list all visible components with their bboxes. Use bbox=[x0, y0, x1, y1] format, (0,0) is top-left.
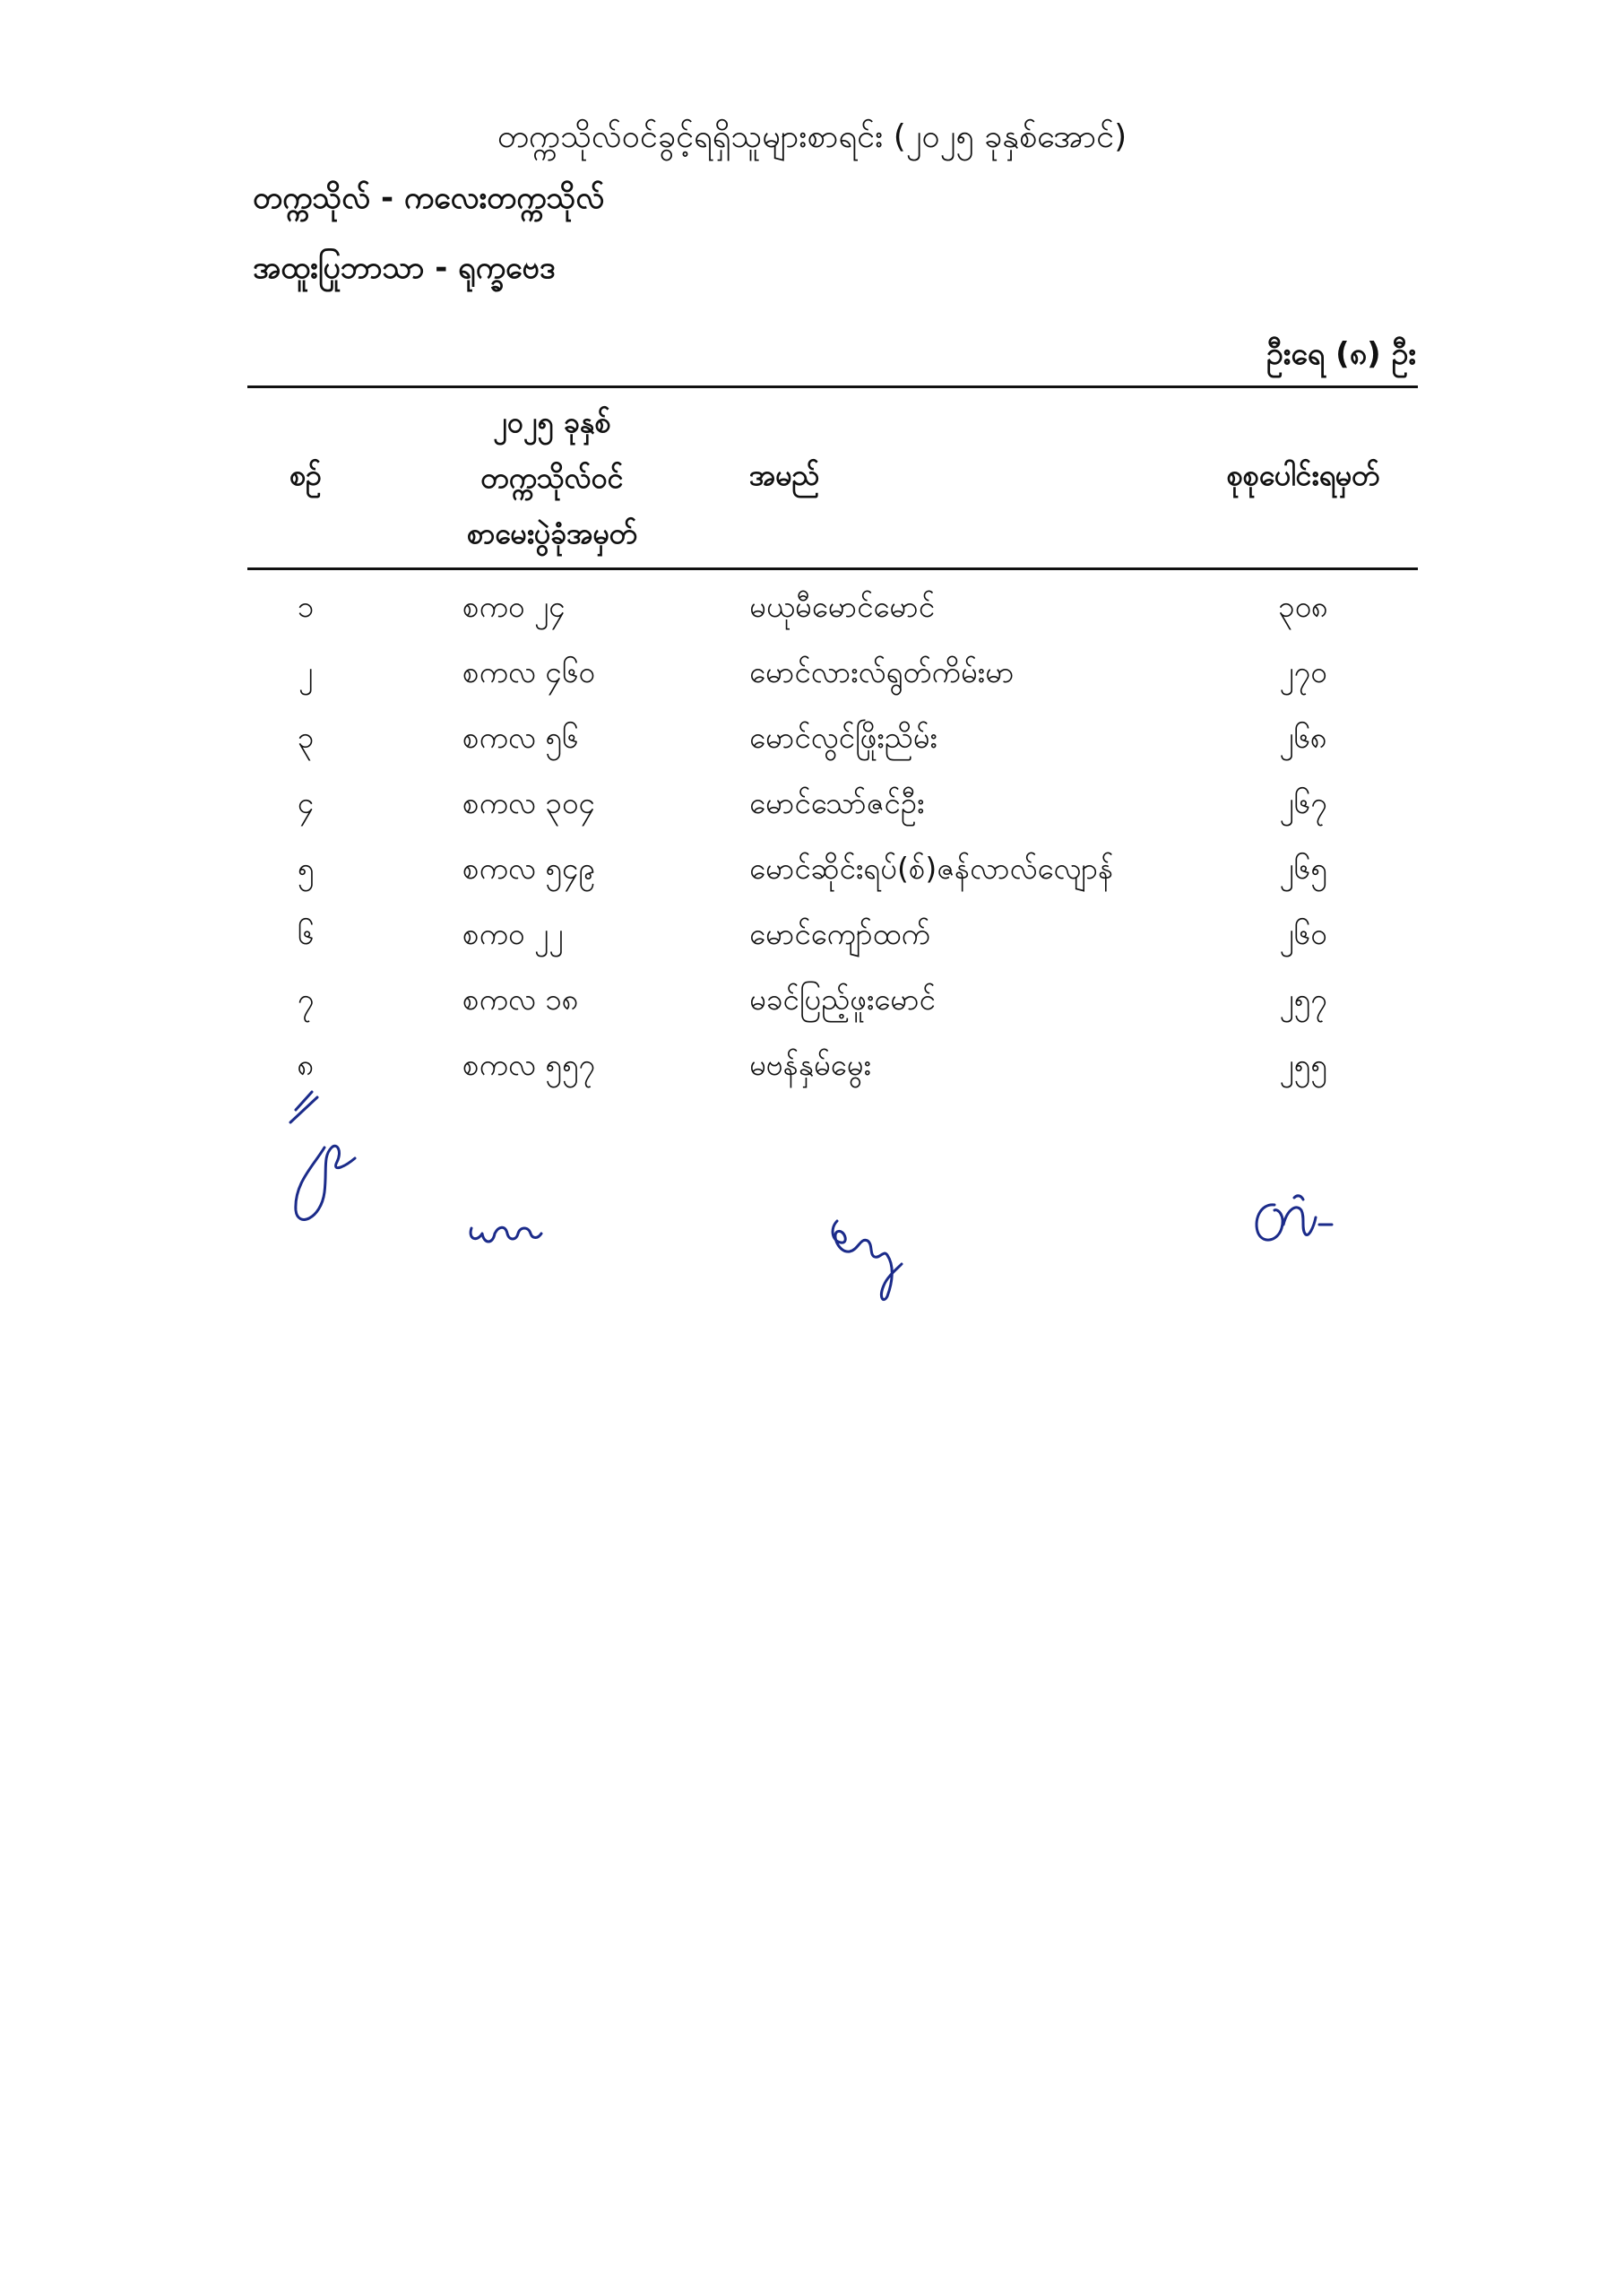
header-roll-line-3: စာမေးပွဲခုံအမှတ် bbox=[467, 516, 637, 550]
row-roll: စကလ ၃၀၄ bbox=[462, 785, 595, 820]
row-name: မခင်ပြည့်ဖူးမောင် bbox=[749, 982, 936, 1017]
page-title: တက္ကသိုလ်ဝင်ခွင့်ရရှိသူများစာရင်း (၂၀၂၅ ခုနှစ်အောင်) bbox=[497, 118, 1127, 155]
row-total: ၂၆၅ bbox=[1279, 851, 1327, 886]
row-name: မောင်ဆိုင်းရပ်(စ်)ဇန်လာလ်လျောန် bbox=[749, 851, 1114, 886]
row-no: ၈ bbox=[297, 1047, 315, 1082]
header-roll-line-2: တက္ကသိုလ်ဝင် bbox=[480, 461, 624, 495]
table-body bbox=[247, 577, 1418, 1101]
row-roll: စကလ ၅၆ bbox=[462, 720, 579, 755]
row-name: မောင်သော်ဇင်ဦး bbox=[749, 785, 925, 820]
row-roll: စကဝ ၂၂ bbox=[462, 916, 564, 951]
university-line: တက္ကသိုလ် - ကလေးတက္ကသိုလ် bbox=[253, 180, 605, 216]
row-total: ၂၆၀ bbox=[1279, 916, 1327, 951]
table-row bbox=[247, 905, 1418, 970]
row-total: ၂၆၈ bbox=[1279, 720, 1327, 755]
table-row bbox=[247, 708, 1418, 774]
row-name: မောင်လားလ်ရွတ်ကိမ်းမာ bbox=[749, 654, 1015, 689]
row-roll: စကလ ၅၄၉ bbox=[462, 851, 595, 886]
row-name: မဗန်နှမ်မွေး bbox=[749, 1047, 871, 1082]
table-row bbox=[247, 643, 1418, 708]
row-roll: စကလ ၅၅၇ bbox=[462, 1047, 595, 1082]
header-roll bbox=[418, 388, 687, 567]
table-row bbox=[247, 577, 1418, 643]
row-roll: စကလ ၄၆၀ bbox=[462, 654, 595, 689]
header-roll-line-1: ၂၀၂၅ ခုနှစ် bbox=[493, 405, 611, 439]
row-total: ၂၆၇ bbox=[1279, 785, 1327, 820]
table-header bbox=[247, 385, 1418, 570]
signature-4 bbox=[1251, 1189, 1350, 1251]
header-total: စုစုပေါင်းရမှတ် bbox=[1226, 458, 1380, 492]
row-no: ၂ bbox=[298, 654, 314, 689]
major-line: အထူးပြုဘာသာ - ရုက္ခဗေဒ bbox=[253, 250, 556, 286]
row-name: မယုမီမောင်မောင် bbox=[749, 589, 936, 624]
header-name: အမည် bbox=[749, 458, 820, 492]
row-roll: စကလ ၁၈ bbox=[462, 982, 579, 1017]
row-no: ၇ bbox=[297, 982, 315, 1017]
row-no: ၃ bbox=[297, 720, 315, 755]
header-no: စဉ် bbox=[289, 458, 322, 492]
count-line: ဦးရေ (၈) ဦး bbox=[1266, 336, 1416, 372]
signature-2 bbox=[466, 1208, 547, 1253]
row-no: ၁ bbox=[297, 589, 315, 624]
table-row bbox=[247, 1035, 1418, 1101]
signature-3 bbox=[825, 1210, 905, 1309]
row-no: ၄ bbox=[297, 785, 315, 820]
row-total: ၂၅၇ bbox=[1279, 982, 1327, 1017]
signature-1 bbox=[278, 1085, 376, 1228]
row-total: ၂၇၀ bbox=[1279, 654, 1327, 689]
results-table bbox=[247, 385, 1418, 1101]
row-total: ၂၅၅ bbox=[1279, 1047, 1327, 1082]
row-name: မောင်ကျော်ထက် bbox=[749, 916, 930, 951]
table-row bbox=[247, 774, 1418, 839]
row-name: မောင်လွင်ဖြိုးညိမ်း bbox=[749, 720, 937, 755]
table-row bbox=[247, 839, 1418, 905]
row-no: ၅ bbox=[297, 851, 315, 886]
row-no: ၆ bbox=[297, 916, 315, 951]
table-row bbox=[247, 970, 1418, 1035]
row-roll: စကဝ ၂၄ bbox=[462, 589, 566, 624]
row-total: ၃၀၈ bbox=[1278, 589, 1328, 624]
